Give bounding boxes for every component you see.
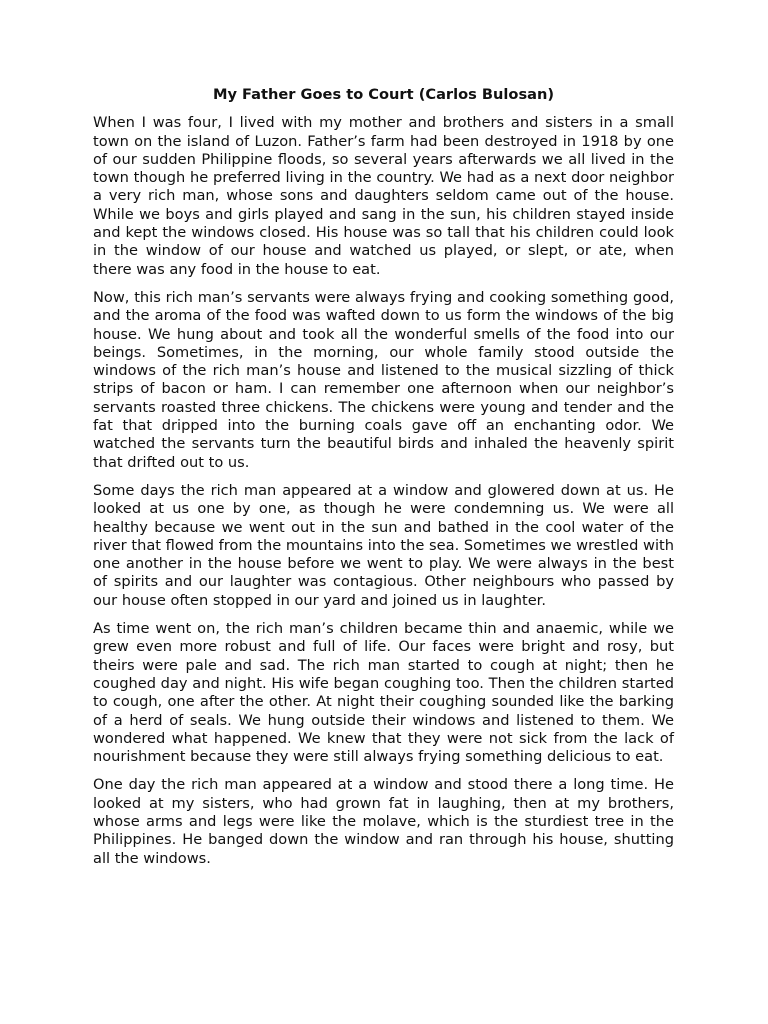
paragraph-3: Some days the rich man appeared at a window and glowered down at us. He looked at us one by one, as though he were condemning us. We were all healthy because we went out in the sun and bathed in the cool water of the river that flowed from the mountains into the sea. Sometimes we wrestled with one another in the house before we went to play. We were always in the best of spirits and our laughter was contagious. Other neighbours who passed by our house often stopped in our yard and joined us in laughter. (93, 481, 674, 609)
document-title: My Father Goes to Court (Carlos Bulosan) (212, 86, 555, 103)
paragraph-5: One day the rich man appeared at a window and stood there a long time. He looked at my sisters, who had grown fat in laughing, then at my brothers, whose arms and legs were like the molave, which is the sturdiest tree in the Philippines. He banged down the window and ran through his house, shutting all the windows. (93, 776, 674, 867)
document-page (93, 86, 674, 878)
paragraph-4: As time went on, the rich man’s children became thin and anaemic, while we grew even more robust and full of life. Our faces were bright and rosy, but theirs were pale and sad. The rich man started to cough at night; then he coughed day and night. His wife began coughing too. Then the children started to cough, one after the other. At night their coughing sounded like the barking of a herd of seals. We hung outside their windows and listened to them. We wondered what happened. We knew that they were not sick from the lack of nourishment because they were still always frying something delicious to eat. (93, 620, 674, 766)
paragraph-2: Now, this rich man’s servants were always frying and cooking something good, and the aroma of the food was wafted down to us form the windows of the big house. We hung about and took all the wonderful smells of the food into our beings. Sometimes, in the morning, our whole family stood outside the windows of the rich man’s house and listened to the musical sizzling of thick strips of bacon or ham. I can remember one afternoon when our neighbor’s servants roasted three chickens. The chickens were young and tender and the fat that dripped into the burning coals gave off an enchanting odor. We watched the servants turn the beautiful birds and inhaled the heavenly spirit that drifted out to us. (93, 288, 674, 471)
paragraph-1: When I was four, I lived with my mother and brothers and sisters in a small town on the island of Luzon. Father’s farm had been destroyed in 1918 by one of our sudden Philippine floods, so several years afterwards we all lived in the town though he preferred living in the country. We had as a next door neighbor a very rich man, whose sons and daughters seldom came out of the house. While we boys and girls played and sang in the sun, his children stayed inside and kept the windows closed. His house was so tall that his children could look in the window of our house and watched us played, or slept, or ate, when there was any food in the house to eat. (93, 114, 674, 278)
